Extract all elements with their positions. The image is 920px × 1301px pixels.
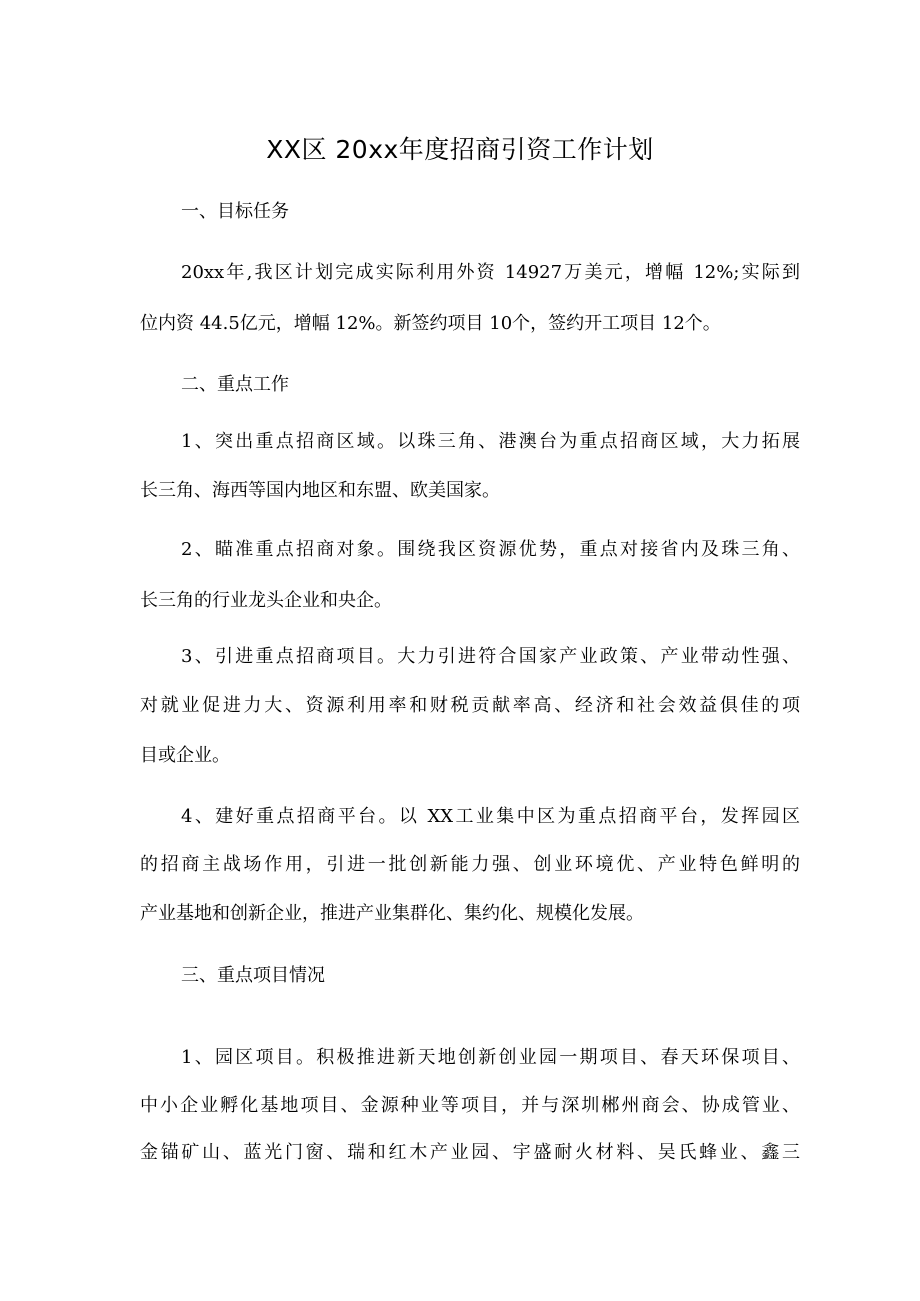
paragraph-park-projects-line-2: 中小企业孵化基地项目、金源种业等项目，并与深圳郴州商会、协成管业、 <box>140 1095 800 1116</box>
paragraph-park-projects-line-3: 金锚矿山、蓝光门窗、瑞和红木产业园、宇盛耐火材料、吴氏蜂业、鑫三 <box>140 1142 800 1163</box>
paragraph-goals-line-1: 20xx年,我区计划完成实际利用外资 14927万美元，增幅 12%;实际到 <box>181 262 800 283</box>
section-heading-goals: 一、目标任务 <box>181 201 289 222</box>
section-heading-projects: 三、重点项目情况 <box>181 965 325 986</box>
paragraph-key-targets-line-2: 长三角的行业龙头企业和央企。 <box>140 590 392 611</box>
paragraph-platform-line-3: 产业基地和创新企业，推进产业集群化、集约化、规模化发展。 <box>140 903 644 924</box>
paragraph-platform-line-2: 的招商主战场作用，引进一批创新能力强、创业环境优、产业特色鲜明的 <box>140 854 800 875</box>
paragraph-key-projects-line-3: 目或企业。 <box>140 745 230 766</box>
paragraph-key-projects-line-1: 3、引进重点招商项目。大力引进符合国家产业政策、产业带动性强、 <box>181 646 800 667</box>
paragraph-key-region-line-2: 长三角、海西等国内地区和东盟、欧美国家。 <box>140 480 500 501</box>
paragraph-park-projects-line-1: 1、园区项目。积极推进新天地创新创业园一期项目、春天环保项目、 <box>181 1047 800 1068</box>
paragraph-key-targets-line-1: 2、瞄准重点招商对象。围绕我区资源优势，重点对接省内及珠三角、 <box>181 539 800 560</box>
section-heading-key-work: 二、重点工作 <box>181 374 289 395</box>
paragraph-key-projects-line-2: 对就业促进力大、资源利用率和财税贡献率高、经济和社会效益俱佳的项 <box>140 695 800 716</box>
paragraph-goals-line-2: 位内资 44.5亿元，增幅 12%。新签约项目 10个，签约开工项目 12个。 <box>140 313 721 334</box>
paragraph-key-region-line-1: 1、突出重点招商区域。以珠三角、港澳台为重点招商区域，大力拓展 <box>181 431 800 452</box>
document-title: XX区 20xx年度招商引资工作计划 <box>266 135 654 164</box>
paragraph-platform-line-1: 4、建好重点招商平台。以 XX工业集中区为重点招商平台，发挥园区 <box>181 806 800 827</box>
